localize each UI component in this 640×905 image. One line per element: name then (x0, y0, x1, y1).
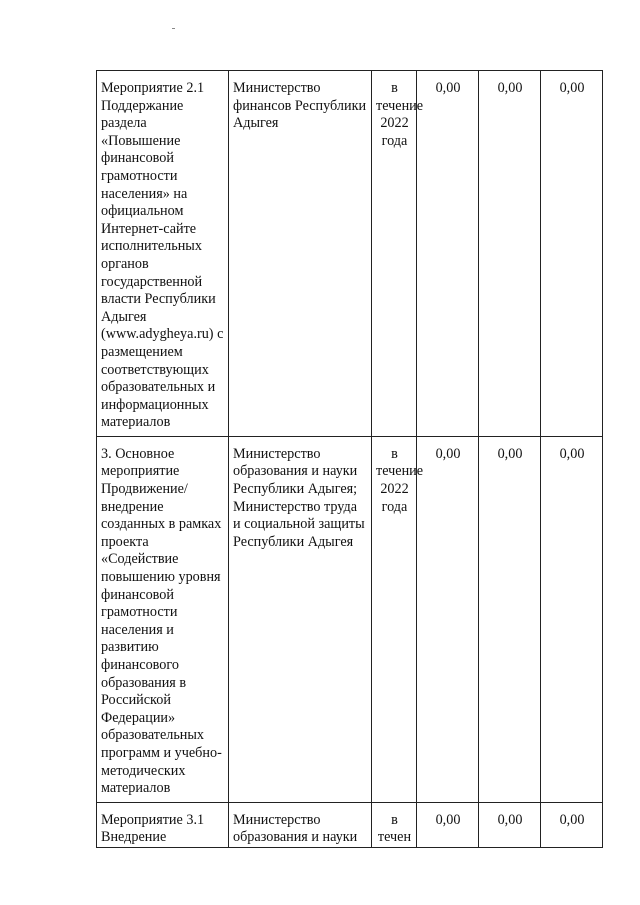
term-cell: в течен (372, 802, 417, 847)
value-cell-3: 0,00 (541, 436, 603, 802)
value-cell-2: 0,00 (479, 436, 541, 802)
term-cell: в течение 2022 года (372, 436, 417, 802)
value-cell-3: 0,00 (541, 802, 603, 847)
value-cell-1: 0,00 (417, 71, 479, 437)
table-row (97, 802, 603, 847)
event-cell: Мероприятие 2.1 Поддержание раздела «Повышение финансовой грамотности населения» на официальном Интернет-сайте исполнительных органов государственной власти Республики Адыгея (www.adygheya.ru) с размещением соответствующих образовательных и информационных материалов (97, 71, 229, 437)
value-cell-2: 0,00 (479, 71, 541, 437)
value-cell-3: 0,00 (541, 71, 603, 437)
program-table (96, 70, 603, 848)
term-cell: в течение 2022 года (372, 71, 417, 437)
value-cell-1: 0,00 (417, 436, 479, 802)
table-row (97, 71, 603, 437)
executor-cell: Министерство образования и науки Республики Адыгея; Министерство труда и социальной защиты Республики Адыгея (229, 436, 372, 802)
executor-cell: Министерство финансов Республики Адыгея (229, 71, 372, 437)
event-cell: Мероприятие 3.1 Внедрение (97, 802, 229, 847)
event-cell: 3. Основное мероприятие Продвижение/внедрение созданных в рамках проекта «Содействие повышению уровня финансовой грамотности населения и развитию финансового образования в Российской Федерации» образовательных программ и учебно-методических материалов (97, 436, 229, 802)
value-cell-2: 0,00 (479, 802, 541, 847)
scan-speck (172, 28, 175, 29)
value-cell-1: 0,00 (417, 802, 479, 847)
table-row (97, 436, 603, 802)
executor-cell: Министерство образования и науки (229, 802, 372, 847)
